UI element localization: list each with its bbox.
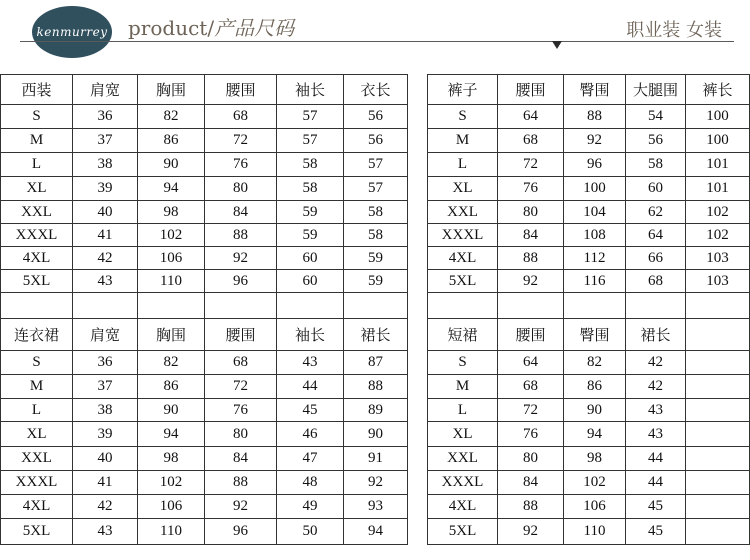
empty-cell [564,293,626,319]
size-label: L [1,399,73,422]
table-cell: 59 [277,224,344,247]
column-header: 西装 [1,75,73,105]
table-row [428,351,750,375]
header-divider [20,41,734,42]
table-cell: 59 [344,270,408,293]
size-label: XL [1,177,73,201]
size-label: 4XL [1,247,73,270]
table-cell: 98 [564,447,626,471]
column-header: 短裙 [428,319,498,351]
table-cell: 90 [344,422,408,447]
table-cell: 89 [344,399,408,422]
size-label: 5XL [428,519,498,545]
table-cell: 80 [498,447,564,471]
table-row [428,177,750,201]
table-row [1,399,408,422]
table-row [428,519,750,545]
table-cell: 86 [564,375,626,399]
table-cell: 92 [498,519,564,545]
table-cell: 64 [498,105,564,129]
size-label: 4XL [428,495,498,519]
table-row [428,375,750,399]
empty-cell [205,293,277,319]
table-cell: 88 [344,375,408,399]
table-cell: 41 [73,471,138,495]
table-cell: 94 [138,422,205,447]
table-cell: 88 [498,495,564,519]
table-cell: 84 [205,447,277,471]
table-row [428,129,750,153]
table-cell [686,399,750,422]
table-cell: 96 [564,153,626,177]
table-cell [686,471,750,495]
size-label: 4XL [1,495,73,519]
table-row [1,224,408,247]
table-cell: 58 [344,201,408,224]
table-cell: 90 [138,399,205,422]
size-label: L [428,399,498,422]
table-cell: 80 [498,201,564,224]
column-header: 肩宽 [73,75,138,105]
table-row [1,153,408,177]
table-cell: 76 [498,422,564,447]
table-header-row [428,75,750,105]
table-cell: 100 [564,177,626,201]
table-cell: 101 [686,153,750,177]
size-label: S [428,351,498,375]
table-header-row [1,75,408,105]
empty-cell [686,293,750,319]
table-cell: 92 [564,129,626,153]
table-row [428,105,750,129]
table-cell: 47 [277,447,344,471]
table-cell: 88 [564,105,626,129]
table-cell: 60 [277,270,344,293]
size-label: 4XL [428,247,498,270]
table-cell: 96 [205,270,277,293]
table-cell: 90 [138,153,205,177]
empty-cell [277,293,344,319]
table-cell: 48 [277,471,344,495]
table-cell: 92 [205,495,277,519]
table-cell: 93 [344,495,408,519]
empty-cell [428,293,498,319]
table-row [428,247,750,270]
size-label: XXL [428,201,498,224]
table-cell: 80 [205,177,277,201]
column-header: 腰围 [205,75,277,105]
table-cell: 102 [138,471,205,495]
column-header: 裤长 [686,75,750,105]
size-label: XL [428,177,498,201]
table-cell: 50 [277,519,344,545]
table-cell: 44 [277,375,344,399]
table-cell: 36 [73,105,138,129]
table-cell: 110 [138,270,205,293]
table-cell: 44 [626,471,686,495]
table-cell: 94 [564,422,626,447]
table-cell: 42 [626,351,686,375]
table-cell: 72 [205,129,277,153]
table-cell: 44 [626,447,686,471]
table-cell: 108 [564,224,626,247]
table-row [428,471,750,495]
table-cell: 58 [344,224,408,247]
column-header: 腰围 [498,319,564,351]
table-row [1,177,408,201]
table-row [1,471,408,495]
table-cell: 57 [344,153,408,177]
table-header-row [1,319,408,351]
column-header: 连衣裙 [1,319,73,351]
table-cell: 59 [277,201,344,224]
suit-size-table [0,74,408,319]
table-cell: 60 [626,177,686,201]
table-cell: 82 [564,351,626,375]
table-row [428,153,750,177]
table-cell: 88 [205,224,277,247]
table-cell: 76 [205,399,277,422]
table-row [1,447,408,471]
table-cell: 57 [277,105,344,129]
size-label: L [428,153,498,177]
table-cell: 106 [138,495,205,519]
table-cell: 110 [138,519,205,545]
table-cell: 56 [344,129,408,153]
table-cell: 39 [73,177,138,201]
empty-cell [498,293,564,319]
size-label: S [1,351,73,375]
table-cell [686,495,750,519]
table-cell: 116 [564,270,626,293]
pants-size-table [427,74,750,319]
table-row [428,495,750,519]
table-cell: 72 [498,153,564,177]
table-cell: 56 [626,129,686,153]
table-cell: 43 [626,422,686,447]
table-cell: 92 [205,247,277,270]
table-row [1,519,408,545]
table-cell: 64 [626,224,686,247]
table-cell: 101 [686,177,750,201]
brand-logo [32,6,112,58]
table-cell: 42 [626,375,686,399]
table-cell: 96 [205,519,277,545]
table-cell: 57 [344,177,408,201]
table-cell: 56 [344,105,408,129]
size-label: L [1,153,73,177]
table-row [428,447,750,471]
triangle-marker-icon [552,41,562,49]
table-cell: 94 [138,177,205,201]
column-header: 肩宽 [73,319,138,351]
table-cell: 91 [344,447,408,471]
empty-cell [73,293,138,319]
table-cell: 84 [205,201,277,224]
table-cell: 45 [277,399,344,422]
column-header: 裙长 [344,319,408,351]
column-header: 胸围 [138,75,205,105]
size-label: M [1,129,73,153]
table-cell: 42 [73,247,138,270]
empty-row [1,293,408,319]
column-header: 腰围 [498,75,564,105]
table-cell: 37 [73,129,138,153]
table-row [1,247,408,270]
size-label: XXL [1,201,73,224]
column-header: 衣长 [344,75,408,105]
size-label: 5XL [428,270,498,293]
size-label: XXXL [428,471,498,495]
logo-text: kenmurrey [36,25,108,39]
empty-cell [344,293,408,319]
column-header: 袖长 [277,75,344,105]
table-row [1,495,408,519]
table-cell: 92 [344,471,408,495]
table-cell: 86 [138,129,205,153]
dress-size-table [0,318,408,545]
size-label: 5XL [1,270,73,293]
column-header: 胸围 [138,319,205,351]
table-cell: 36 [73,351,138,375]
table-cell: 62 [626,201,686,224]
table-cell: 38 [73,153,138,177]
column-header: 臀围 [564,319,626,351]
size-label: XXXL [1,471,73,495]
table-cell: 42 [73,495,138,519]
table-cell: 66 [626,247,686,270]
table-cell: 68 [498,129,564,153]
table-cell: 98 [138,201,205,224]
table-cell [686,422,750,447]
table-row [1,375,408,399]
table-cell: 40 [73,447,138,471]
table-row [1,105,408,129]
table-cell: 45 [626,519,686,545]
table-cell: 43 [277,351,344,375]
table-row [428,422,750,447]
table-cell: 90 [564,399,626,422]
page-title [128,12,294,41]
table-cell: 59 [344,247,408,270]
title-zh: 产品尺码 [214,16,295,40]
table-cell: 104 [564,201,626,224]
table-row [1,129,408,153]
table-cell: 38 [73,399,138,422]
size-label: S [1,105,73,129]
column-header [686,319,750,351]
table-cell: 58 [277,177,344,201]
table-cell: 88 [205,471,277,495]
table-cell: 41 [73,224,138,247]
table-cell: 39 [73,422,138,447]
table-cell: 72 [205,375,277,399]
size-label: M [1,375,73,399]
size-label: XL [428,422,498,447]
table-cell: 92 [498,270,564,293]
table-cell: 106 [138,247,205,270]
table-row [1,201,408,224]
table-row [1,270,408,293]
table-cell: 80 [205,422,277,447]
table-cell: 76 [498,177,564,201]
table-cell: 68 [205,351,277,375]
table-cell: 64 [498,351,564,375]
table-cell: 98 [138,447,205,471]
empty-cell [626,293,686,319]
table-cell: 43 [626,399,686,422]
table-cell: 102 [564,471,626,495]
table-header-row [428,319,750,351]
table-cell: 40 [73,201,138,224]
table-cell: 100 [686,129,750,153]
table-cell: 88 [498,247,564,270]
size-label: S [428,105,498,129]
table-cell: 58 [626,153,686,177]
size-label: XXXL [1,224,73,247]
table-cell: 102 [686,224,750,247]
table-row [428,224,750,247]
size-label: 5XL [1,519,73,545]
table-cell: 110 [564,519,626,545]
table-cell: 68 [626,270,686,293]
size-label: XXL [1,447,73,471]
size-label: M [428,129,498,153]
skirt-size-table [427,318,750,545]
title-en: product/ [128,16,215,40]
table-cell: 87 [344,351,408,375]
column-header: 裤子 [428,75,498,105]
table-cell: 49 [277,495,344,519]
column-header: 袖长 [277,319,344,351]
table-cell: 60 [277,247,344,270]
table-cell: 72 [498,399,564,422]
table-cell: 82 [138,105,205,129]
table-row [428,399,750,422]
table-cell: 76 [205,153,277,177]
column-header: 大腿围 [626,75,686,105]
table-cell: 82 [138,351,205,375]
table-cell: 102 [138,224,205,247]
size-label: M [428,375,498,399]
table-row [1,351,408,375]
table-cell: 37 [73,375,138,399]
size-label: XXXL [428,224,498,247]
table-row [428,201,750,224]
table-cell: 68 [498,375,564,399]
size-label: XXL [428,447,498,471]
table-cell: 112 [564,247,626,270]
empty-cell [1,293,73,319]
table-cell: 57 [277,129,344,153]
table-row [1,422,408,447]
table-cell: 86 [138,375,205,399]
table-cell: 84 [498,224,564,247]
empty-row [428,293,750,319]
table-cell: 45 [626,495,686,519]
empty-cell [138,293,205,319]
column-header: 腰围 [205,319,277,351]
table-cell: 43 [73,270,138,293]
table-cell [686,447,750,471]
table-cell: 68 [205,105,277,129]
column-header: 裙长 [626,319,686,351]
table-cell: 102 [686,201,750,224]
table-cell [686,375,750,399]
size-label: XL [1,422,73,447]
table-cell: 46 [277,422,344,447]
table-cell: 84 [498,471,564,495]
table-cell: 106 [564,495,626,519]
table-cell: 103 [686,270,750,293]
table-cell: 103 [686,247,750,270]
table-row [428,270,750,293]
table-cell: 54 [626,105,686,129]
table-cell: 58 [277,153,344,177]
table-cell: 100 [686,105,750,129]
column-header: 臀围 [564,75,626,105]
table-cell: 43 [73,519,138,545]
category-title: 职业装 女装 [626,20,722,41]
table-cell [686,519,750,545]
table-cell [686,351,750,375]
table-cell: 94 [344,519,408,545]
